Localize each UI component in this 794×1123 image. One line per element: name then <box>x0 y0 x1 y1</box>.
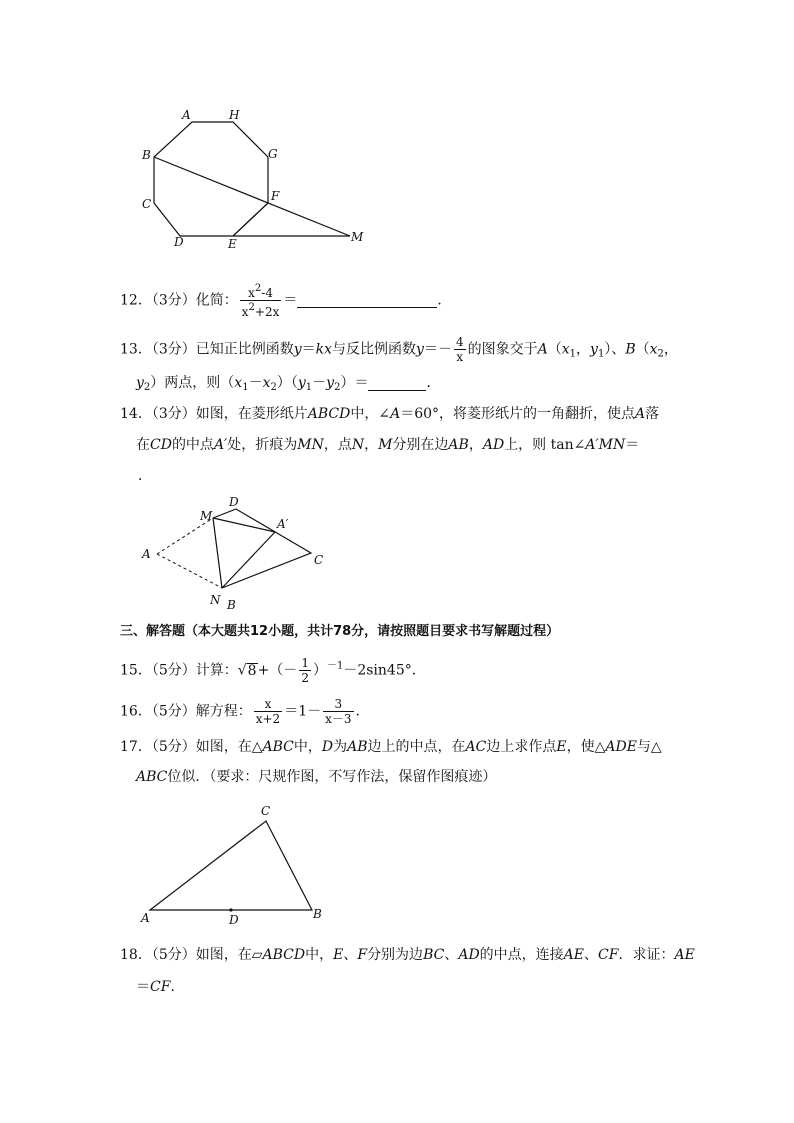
label-C: C <box>142 197 152 211</box>
q13-y1-sub: 1 <box>597 348 605 360</box>
label-E: E <box>228 237 237 250</box>
question-17-line1 <box>120 737 662 757</box>
label-B: B <box>227 598 236 612</box>
q18-text-c: 、 <box>343 947 358 963</box>
q18-l2-eq: ＝ <box>136 979 150 995</box>
label-N: N <box>210 593 221 607</box>
q13-x1: x <box>561 341 570 358</box>
q14-abcd: ABCD <box>307 406 351 422</box>
q13-minus1: － <box>248 375 263 391</box>
q13-py1-sub: 1 <box>305 382 313 393</box>
q13-A-close: ） <box>604 341 612 358</box>
q17-ADE: ADE <box>605 739 637 755</box>
q17-text-a: 17．（5分）如图，在△ <box>120 739 263 755</box>
q13-frac-den: x <box>456 350 464 364</box>
q13-l2-text-b: ）＝ <box>340 375 369 391</box>
q16-f1-num: x <box>254 697 282 712</box>
q13-text-b: 与反比例函数 <box>332 341 417 358</box>
q14-text-2c: 处，折痕为 <box>227 437 298 453</box>
q13-py1: y <box>297 375 306 391</box>
q13-l2-y2: y <box>136 375 144 391</box>
label-F: F <box>271 189 280 203</box>
q17-AC: AC <box>465 739 487 755</box>
q13-kx: kx <box>315 341 333 358</box>
q12-num: x <box>248 286 255 300</box>
q13-l2-text-a: ）两点，则（ <box>150 375 235 391</box>
q14-text-1c: ＝60°，将菱形纸片的一角翻折，使点 <box>400 406 636 422</box>
q18-text-e: 、 <box>444 947 459 963</box>
q15-fraction <box>299 656 311 685</box>
label-A: A <box>182 108 191 122</box>
q15-frac-den: 2 <box>301 671 309 685</box>
label-D: D <box>229 913 239 927</box>
q12-den-rest: +2x <box>254 305 280 319</box>
q16-end: ． <box>355 703 370 720</box>
q13-minus2: － <box>312 375 327 391</box>
q13-point-A: A <box>537 341 548 358</box>
q13-px1-sub: 1 <box>242 382 249 393</box>
q18-AD: AD <box>458 947 480 963</box>
q14-M: M <box>378 437 393 453</box>
q13-answer-blank <box>368 376 426 391</box>
q16-f2-den: x－3 <box>325 712 352 726</box>
q18-AE: AE <box>563 947 585 963</box>
q16-f2-num: 3 <box>323 697 353 712</box>
q18-BC: BC <box>423 947 445 963</box>
q15-prefix: 15．（5分）计算： <box>120 662 238 679</box>
q13-px2: x <box>262 375 271 391</box>
q14-text-1b: 中，∠ <box>350 406 391 422</box>
segment-MAp <box>213 518 275 532</box>
q15-close: ） <box>312 662 327 679</box>
q14-text-2f: 分别在边 <box>392 437 449 453</box>
q18-l2-end: ． <box>170 979 185 995</box>
q13-x2-sub: 2 <box>657 348 664 360</box>
q13-x2: x <box>649 341 658 358</box>
q13-py2: y <box>326 375 335 391</box>
q13-l2-y2-sub: 2 <box>143 382 151 393</box>
q17-l2-ABC: ABC <box>136 769 168 785</box>
segment-BM <box>154 157 350 236</box>
q17-l2-text: 位似．（要求：尺规作图，不写作法，保留作图痕迹） <box>167 769 497 785</box>
q18-E: E <box>333 947 344 963</box>
q14-text-2h: 上，则 tan∠ <box>504 437 586 453</box>
question-13-line1 <box>120 335 678 365</box>
q14-text-2d: ，点 <box>323 437 352 453</box>
segment-EF <box>233 203 268 236</box>
q14-text-2i: ＝ <box>625 437 640 453</box>
sqrt-symbol: √ <box>237 662 247 679</box>
q18-text-g: 、 <box>584 947 599 963</box>
q18-ABCD: ABCD <box>262 947 306 963</box>
label-A: A <box>142 547 151 561</box>
dashed-AN <box>157 554 222 588</box>
q13-mid: ）（ <box>276 375 298 391</box>
q13-py2-sub: 2 <box>334 382 341 393</box>
q14-point-A: A <box>635 406 646 422</box>
q13-sep: 、 <box>611 341 626 358</box>
q13-eq2: ＝－ <box>423 341 452 358</box>
q16-fraction-1 <box>254 697 282 726</box>
question-13-line2 <box>136 373 440 398</box>
q18-text-h: ．求证： <box>618 947 675 963</box>
segment-NAp <box>222 532 275 588</box>
q18-text-a: 18．（5分）如图，在▱ <box>120 947 263 963</box>
q13-y1: y <box>293 341 302 358</box>
q16-fraction-2 <box>323 697 353 726</box>
q13-y2: y <box>416 341 424 358</box>
q16-prefix: 16．（5分）解方程： <box>120 703 252 720</box>
label-D: D <box>229 495 239 509</box>
q14-MN: MN <box>297 437 324 453</box>
q13-fraction <box>454 335 466 364</box>
label-D: D <box>174 235 184 249</box>
dashed-AM <box>157 518 213 554</box>
q13-text-a: 13．（3分）已知正比例函数 <box>120 341 294 358</box>
q14-text-3: ． <box>138 468 152 484</box>
q15-frac-num: 1 <box>301 656 309 670</box>
q17-text-d: 边上的中点，在 <box>367 739 466 755</box>
q17-text-e: 边上求作点 <box>486 739 557 755</box>
q13-B-open: （ <box>635 341 650 358</box>
q12-answer-blank <box>297 293 437 308</box>
label-A-prime: A′ <box>277 517 289 531</box>
q18-CF2: CF <box>150 979 171 995</box>
q12-num-rest: -4 <box>261 286 273 300</box>
q18-CF: CF <box>598 947 619 963</box>
triangle-figure <box>135 800 335 930</box>
q17-AB: AB <box>347 739 368 755</box>
fold-MN <box>213 518 222 588</box>
question-16 <box>120 697 370 726</box>
label-H: H <box>229 108 240 122</box>
q12-end: ． <box>437 292 452 309</box>
q12-den: x <box>241 305 249 319</box>
question-17-line2 <box>136 767 496 787</box>
q17-text-c: 为 <box>333 739 348 755</box>
q14-text-2b: 的中点 <box>171 437 214 453</box>
label-C: C <box>314 553 324 567</box>
q13-point-B: B <box>625 341 636 358</box>
q13-frac-num: 4 <box>455 335 464 349</box>
q17-text-b: 中， <box>293 739 322 755</box>
q13-comma1: ， <box>576 341 591 358</box>
q17-D: D <box>321 739 334 755</box>
question-18-line1 <box>120 945 695 965</box>
label-M: M <box>200 509 213 523</box>
point-D <box>229 908 232 911</box>
q17-ABC: ABC <box>262 739 294 755</box>
q17-text-g: 与△ <box>636 739 662 755</box>
q13-text-c: 的图象交于 <box>467 341 538 358</box>
label-B: B <box>142 148 151 162</box>
q15-sqrt-val: 8 <box>247 662 257 679</box>
q18-AE2: AE <box>674 947 695 963</box>
q13-eq1: ＝ <box>301 341 316 358</box>
octagon-figure <box>130 100 380 250</box>
q13-x1-sub: 1 <box>569 348 577 360</box>
q12-eq: ＝ <box>283 292 298 309</box>
q14-AB: AB <box>448 437 469 453</box>
q14-N: N <box>351 437 365 453</box>
q14-text-1d: 落 <box>645 406 660 422</box>
q13-px2-sub: 2 <box>270 382 277 393</box>
label-C: C <box>261 804 271 818</box>
section-3-title: 三、解答题（本大题共12小题，共计78分，请按照题目要求书写解题过程） <box>120 624 560 639</box>
q12-fraction <box>240 282 282 319</box>
q14-angle-A: A <box>390 406 401 422</box>
question-14-line3 <box>138 466 152 486</box>
question-14-line1 <box>120 404 659 424</box>
q15-plus: +（－ <box>257 662 298 679</box>
q12-den-exp: 2 <box>248 302 255 313</box>
q13-A-open: （ <box>547 341 562 358</box>
q13-px1: x <box>234 375 243 391</box>
q14-text-1: 14．（3分）如图，在菱形纸片 <box>120 406 308 422</box>
q17-E: E <box>556 739 567 755</box>
q14-text-2a: 在 <box>136 437 150 453</box>
question-14-line2 <box>136 435 639 455</box>
q18-text-d: 分别为边 <box>367 947 424 963</box>
q14-CD: CD <box>150 437 172 453</box>
question-18-line2 <box>136 977 184 997</box>
label-M: M <box>351 230 364 244</box>
label-B: B <box>313 907 322 921</box>
q18-text-b: 中， <box>305 947 334 963</box>
q14-text-2g: ， <box>468 437 483 453</box>
q14-text-2e: ， <box>364 437 379 453</box>
rhombus-figure <box>135 490 335 615</box>
triangle-ABC <box>150 821 312 910</box>
q16-f1-den: x+2 <box>255 712 281 726</box>
q14-AD: AD <box>482 437 505 453</box>
q17-text-f: ，使△ <box>566 739 606 755</box>
q13-y1v: y <box>590 341 598 358</box>
q18-text-f: 的中点，连接 <box>479 947 564 963</box>
q16-mid: ＝1－ <box>284 703 322 720</box>
question-15 <box>120 656 426 685</box>
q13-end: ． <box>426 375 441 391</box>
q15-rest: －2sin45°． <box>343 662 426 679</box>
question-12 <box>120 282 451 319</box>
label-G: G <box>268 147 278 161</box>
q13-comma2: ， <box>663 341 678 358</box>
q14-A-prime: A′ <box>213 437 228 453</box>
q12-num-exp: 2 <box>254 283 262 294</box>
label-A: A <box>141 911 150 925</box>
q15-exp: －1 <box>326 660 344 672</box>
q14-ApMN: A′MN <box>585 437 626 453</box>
q12-prefix: 12．（3分）化简： <box>120 292 238 309</box>
q18-F: F <box>357 947 368 963</box>
